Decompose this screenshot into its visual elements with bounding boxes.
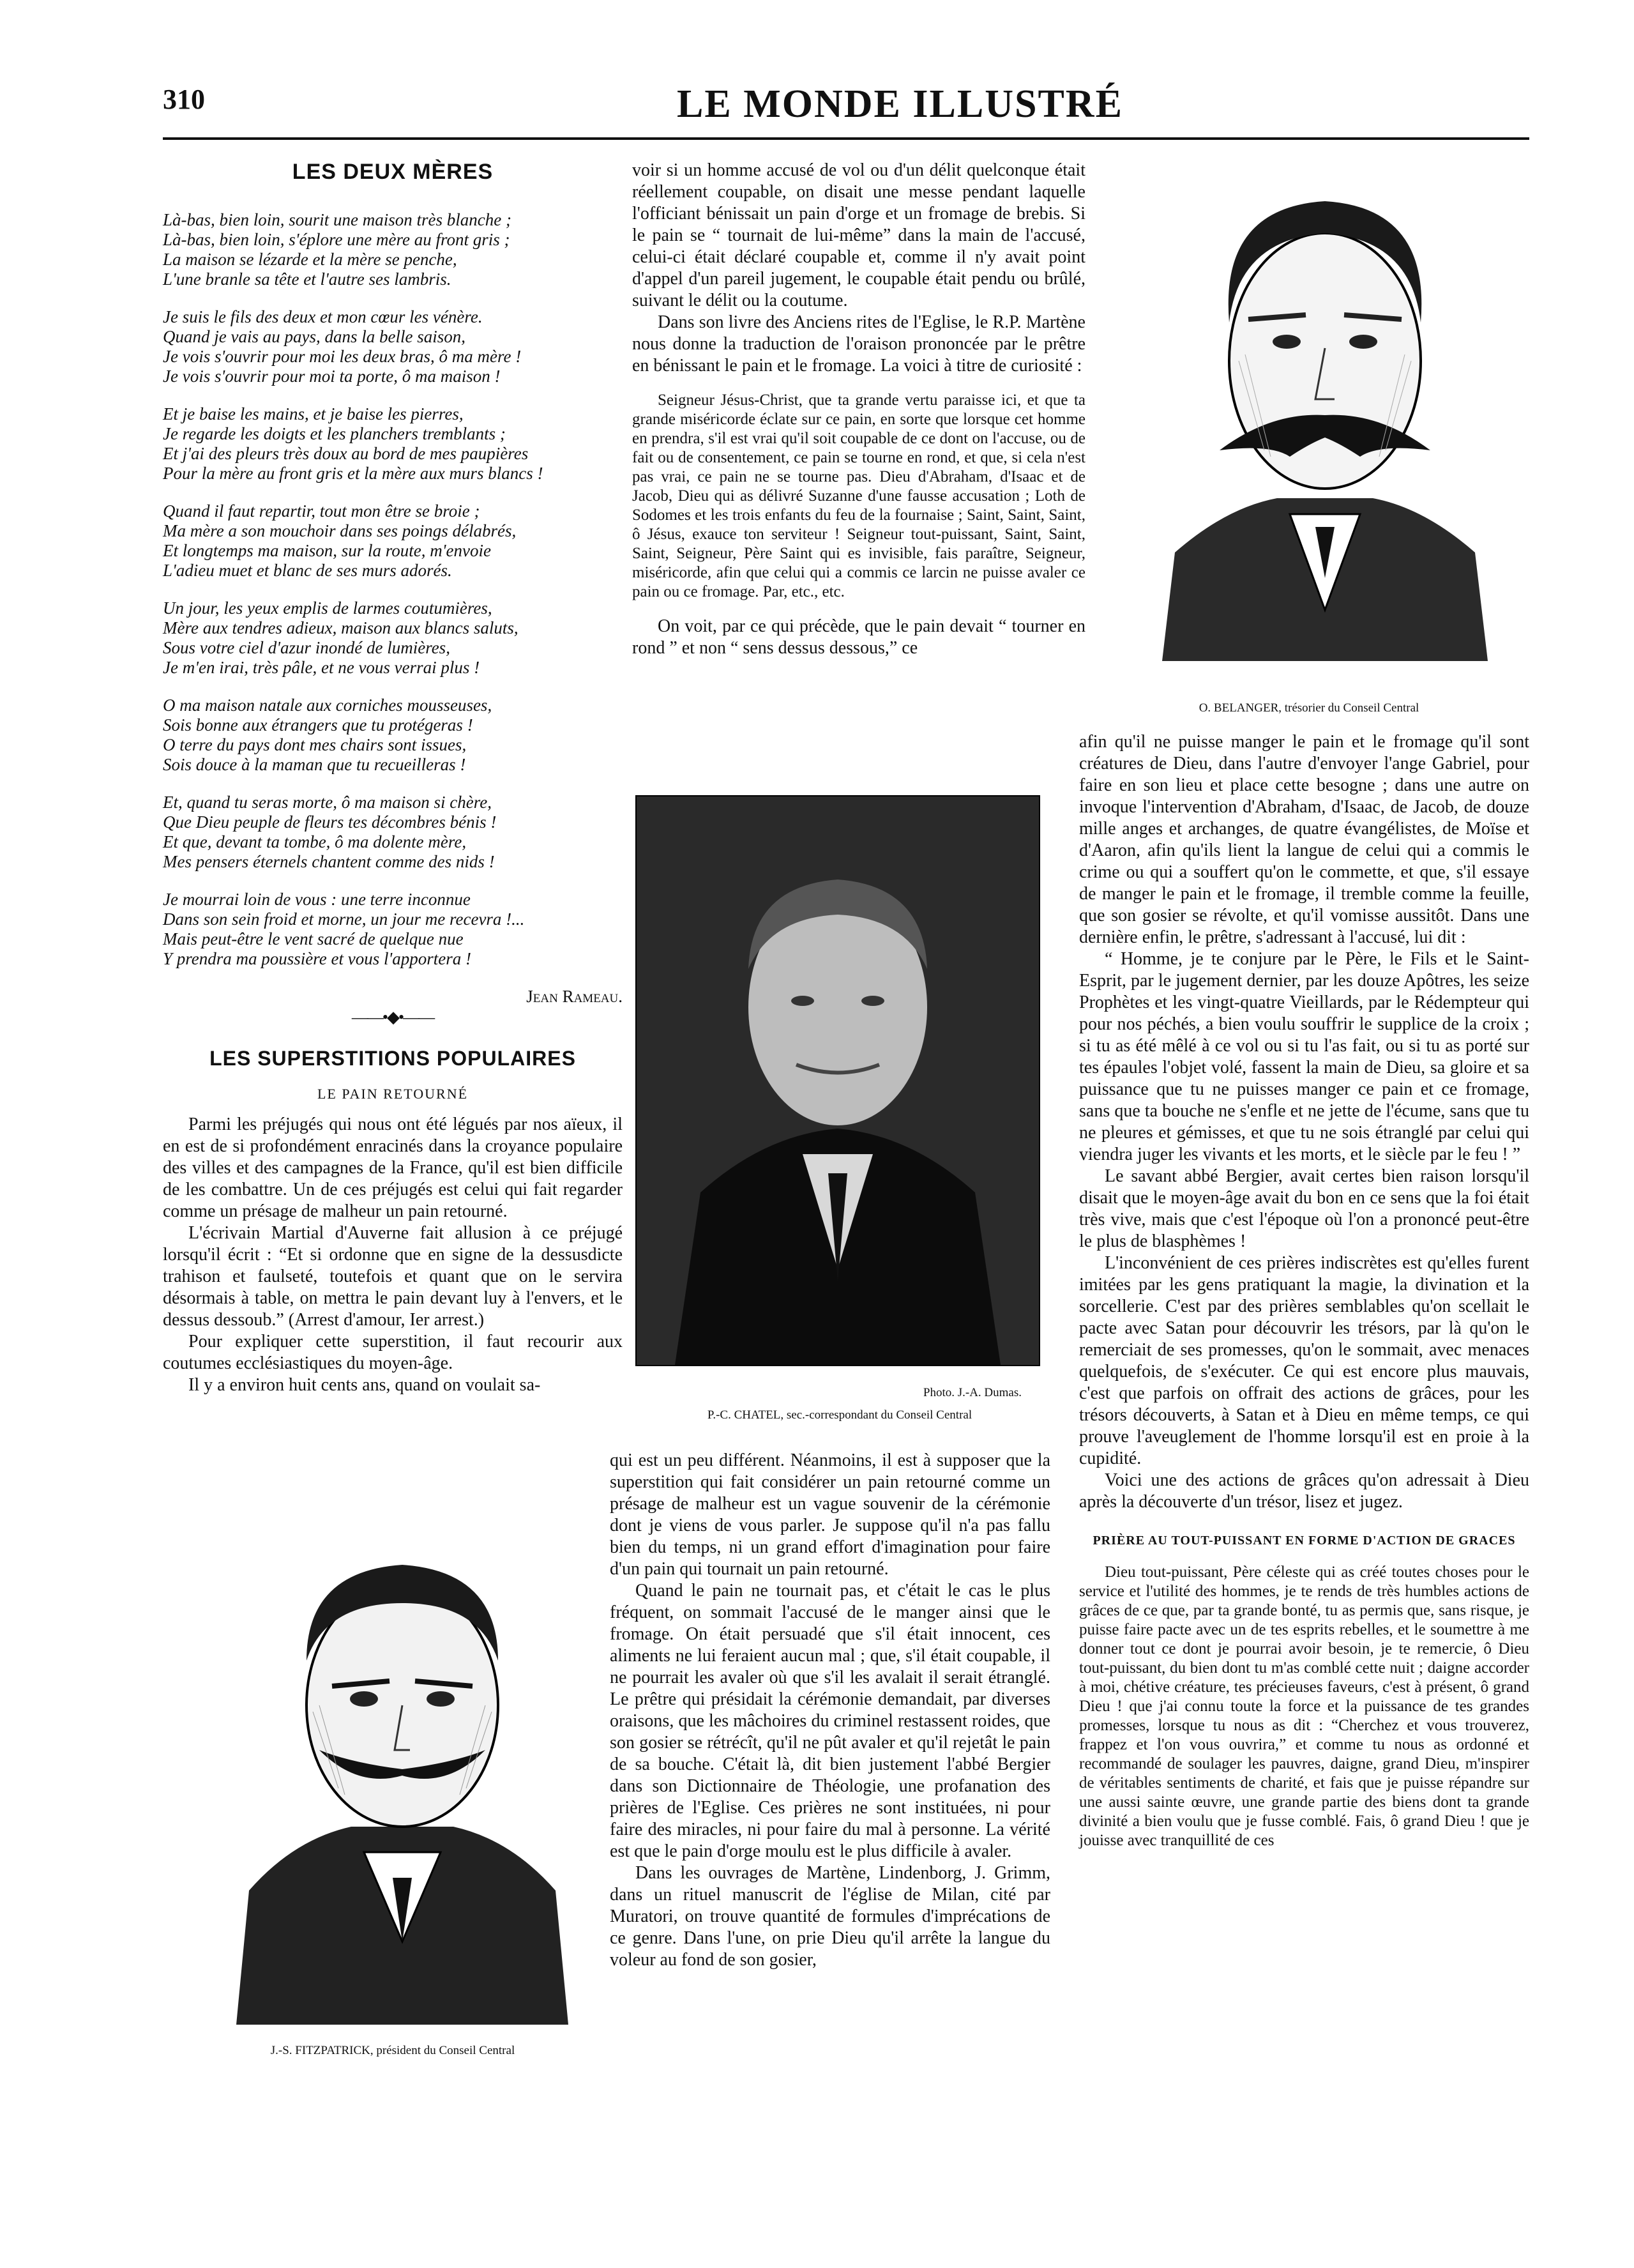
poem-line: O ma maison natale aux corniches mousseuses, — [163, 696, 492, 715]
header-rule — [163, 137, 1529, 140]
poem-body — [163, 210, 623, 969]
prayer-text: Dieu tout-puissant, Père céleste qui as créé toutes choses pour le service et l'utilité des hommes, je te rends de très humbles actions de grâces de ce que, par ta grande bonté, tu as permis que, sans risque, je puisse faire pacte avec un de tes esprits rebelles, et le soumettre à me donner tout ce dont je pourrai avoir besoin, je te remercie, ô Dieu tout-puissant, du bien dont tu m'as comblé cette nuit ; daigne accorder à moi, chétive créature, tes précieuses faveurs, c'est à présent, ô grand Dieu ! que j'ai connu toute la force et la puissance de tes grandes promesses, lorsque tu nous as dit : “Cherchez et vous trouverez, frappez et l'on vous ouvrira,” et comme tu nous as ordonné et recommandé de soulager les pauvres, daigne, grand Dieu, m'inspirer de véritables sentiments de charité, et fais que je puisse répandre sur une aussi sainte œuvre, une grande partie des biens dont ta grande divinité a bien voulu que je fusse comblé. Fais, ô grand Dieu ! que je jouisse avec tranquillité de ces — [1079, 1564, 1529, 1849]
chatel-portrait — [637, 796, 1039, 1365]
poem — [163, 160, 623, 1007]
oraison: Seigneur Jésus-Christ, que ta grande vertu paraisse ici, et que ta grande miséricorde éclate sur ce pain, en sorte que lorsque cet homme en prendra, s'il est vrai qu'il soit coupable de ce dont on l'accuse, ou de fait ou de consentement, ce pain se tourne en rond, et que, si cela n'est pas vrai, ce pain ne se tourne pas. Dieu d'Abraham, d'Isaac et de Jacob, Dieu qui as délivré Suzanne d'une fausse accusation ; Loth de Sodomes et les trois enfants du feu de la fournaise ; Saint, Saint, Saint, ô Jésus, exauce ton serviteur ! Seigneur tout-puissant, Saint, Saint, Saint, Seigneur, Père Saint qui es invisible, fais paraître, Seigneur, miséricorde, afin que celui qui a commis ce larcin ne puisse avaler ce pain ou ce fromage. Par, etc., etc. — [632, 392, 1086, 600]
poem-stanza — [163, 307, 623, 386]
page-number: 310 — [163, 84, 205, 115]
poem-line: Je mourrai loin de vous : une terre inconnue — [163, 890, 471, 909]
article-title: LES SUPERSTITIONS POPULAIRES — [209, 1047, 576, 1070]
poem-line: Là-bas, bien loin, s'éplore une mère au front gris ; — [163, 230, 510, 249]
poem-line: Et, quand tu seras morte, ô ma maison si chère, — [163, 793, 492, 812]
col1-paragraphs — [163, 1114, 623, 1396]
poem-line: Que Dieu peuple de fleurs tes décombres bénis ! — [163, 812, 497, 832]
paragraph: L'écrivain Martial d'Auverne fait allusion à ce préjugé lorsqu'il écrit : “Et si ordonne que en signe de la dessusdicte trahison et faulseté, toutefois et quant que on le servira désormais à table, on mettra le pain devant luy à l'envers, et le dessus dessoub.” (Arrest d'amour, Ier arrest.) — [163, 1223, 623, 1330]
poem-line: Je vois s'ouvrir pour moi les deux bras, ô ma mère ! — [163, 347, 522, 366]
col2-bottom-paragraphs — [610, 1450, 1050, 1971]
paragraph: Le savant abbé Bergier, avait certes bien raison lorsqu'il disait que le moyen-âge avait du bon en ce sens que la foi était très vive, mais que c'est l'époque où l'on a prononcé peut-être le plus de blasphèmes ! — [1079, 1166, 1529, 1251]
poem-line: Pour la mère au front gris et la mère aux murs blancs ! — [163, 464, 543, 483]
poem-line: Je suis le fils des deux et mon cœur les vénère. — [163, 307, 483, 326]
poem-stanza — [163, 210, 623, 289]
chatel-caption: P.-C. CHATEL, sec.-correspondant du Conseil Central — [707, 1408, 972, 1422]
poem-line: Quand je vais au pays, dans la belle saison, — [163, 327, 465, 346]
poem-line: O terre du pays dont mes chairs sont issues, — [163, 735, 467, 754]
poem-line: Je vois s'ouvrir pour moi ta porte, ô ma maison ! — [163, 367, 501, 386]
poem-line: Et je baise les mains, et je baise les pierres, — [163, 404, 464, 423]
article-col1 — [163, 1047, 623, 1396]
paragraph: Parmi les préjugés qui nous ont été légués par nos aïeux, il en est de si profondément enracinés dans la croyance populaire des villes et des campagnes de la France, qu'il est bien difficile de les combattre. Un de ces préjugés est celui qui fait regarder comme un présage de malheur un pain retourné. — [163, 1115, 623, 1221]
poem-stanza — [163, 696, 623, 775]
article-col2-top — [632, 160, 1086, 659]
paragraph: Pour expliquer cette superstition, il faut recourir aux coutumes ecclésiastiques du moyen-âge. — [163, 1332, 623, 1373]
ornament: ——•◆•—— — [351, 1008, 434, 1026]
poem-line: L'une branle sa tête et l'autre ses lambris. — [163, 270, 451, 289]
paragraph: Quand le pain ne tournait pas, et c'était le cas le plus fréquent, on sommait l'accusé de le manger ainsi que le fromage. On était persuadé que s'il était innocent, ces aliments ne lui feraient aucun mal ; que, s'il était coupable, il ne pourrait les avaler où que s'il les avalait il serait étranglé. Le prêtre qui présidait la cérémonie demandait, par diverses oraisons, que les mâchoires du criminel restassent roides, que son gosier se rétrécît, qu'il ne pût avaler et qu'il rejetât le pain de sa bouche. C'était là, dit bien justement l'abbé Bergier dans son Dictionnaire de Théologie, une profanation des prières de l'Eglise. Ces prières ne sont instituées, ni pour faire des miracles, ni pour faire du mal à personne. La vérité est que le pain d'orge moulu est le plus difficile à avaler. — [610, 1581, 1050, 1861]
belanger-portrait — [1143, 169, 1507, 661]
poem-line: Ma mère a son mouchoir dans ses poings délabrés, — [163, 521, 517, 540]
poem-line: Là-bas, bien loin, sourit une maison très blanche ; — [163, 210, 511, 229]
chatel-credit: Photo. J.-A. Dumas. — [923, 1386, 1022, 1399]
article-subtitle: LE PAIN RETOURNÉ — [317, 1086, 469, 1102]
fitzpatrick-portrait — [211, 1495, 594, 2025]
prayer-title: PRIÈRE AU TOUT-PUISSANT EN FORME D'ACTION DE GRACES — [1093, 1534, 1516, 1548]
paragraph: afin qu'il ne puisse manger le pain et le fromage qu'il sont créatures de Dieu, dans l'autre d'envoyer l'ange Gabriel, pour faire en son lieu et place cette besogne ; dans une autre on invoque l'intervention d'Abraham, d'Isaac, de Jacob, de douze mille anges et archanges, de quatre évangélistes, de Moïse et d'Aaron, afin qu'ils lient la langue de celui qui a commis le crime ou qui a souffert qu'on le commette, et que, s'il essaye de manger le pain et le fromage, il tremble comme la feuille, que son gosier se révolte, et qu'il vomisse aussitôt. Dans une dernière enfin, le prêtre, s'adressant à l'accusé, lui dit : — [1079, 732, 1529, 947]
poem-line: Je regarde les doigts et les planchers tremblants ; — [163, 424, 506, 443]
poem-line: L'adieu muet et blanc de ses murs adorés. — [163, 561, 452, 580]
fitzpatrick-caption: J.-S. FITZPATRICK, président du Conseil Central — [270, 2044, 515, 2057]
paragraph: Dans son livre des Anciens rites de l'Eglise, le R.P. Martène nous donne la traduction de l'oraison prononcée par le prêtre en bénissant le pain et le fromage. La voici à titre de curiosité : — [632, 312, 1086, 376]
poem-stanza — [163, 598, 623, 678]
poem-line: Dans son sein froid et morne, un jour me recevra !... — [163, 909, 525, 929]
poem-title: LES DEUX MÈRES — [292, 160, 494, 184]
poem-signature: Jean Rameau. — [526, 987, 623, 1006]
poem-stanza — [163, 404, 623, 483]
col2-top-paragraphs — [632, 160, 1086, 377]
paragraph: qui est un peu différent. Néanmoins, il est à supposer que la superstition qui fait considérer un pain retourné comme un présage de malheur est un vague souvenir de la cérémonie dont je viens de vous parler. Je suppose qu'il n'a pas fallu bien du temps, ni un grand effort d'imagination pour faire d'un pain qui tournait un pain retourné. — [610, 1450, 1050, 1579]
poem-line: Je m'en irai, très pâle, et ne vous verrai plus ! — [163, 658, 480, 677]
poem-line: Mes pensers éternels chantent comme des nids ! — [163, 852, 495, 871]
col3-paragraphs — [1079, 731, 1529, 1513]
poem-stanza — [163, 501, 623, 581]
poem-line: Et j'ai des pleurs très doux au bord de mes paupières — [163, 444, 529, 463]
paragraph: voir si un homme accusé de vol ou d'un délit quelconque était réellement coupable, on disait une messe pendant laquelle l'officiant bénissait un pain d'orge et un fromage de brebis. Si le pain se “ tournait de lui-même” dans la main de l'accusé, celui-ci était déclaré coupable et, comme il n'y avait point d'appel d'un pareil jugement, le coupable était pendu ou brûlé, suivant le délit ou la coutume. — [632, 160, 1086, 310]
poem-line: Et longtemps ma maison, sur la route, m'envoie — [163, 541, 491, 560]
poem-line: Mère aux tendres adieux, maison aux blancs saluts, — [163, 618, 518, 637]
paragraph: “ Homme, je te conjure par le Père, le Fils et le Saint-Esprit, par le jugement dernier, par les douze Apôtres, les seize Prophètes et les vingt-quatre Vieillards, par le Rédempteur qui pour nos péchés, a bien voulu souffrir le supplice de la croix ; si tu as été mêlé à ce vol ou si tu l'as fait, ou si tu as porté sur tes épaules l'objet volé, fassent la main de Dieu, sa gloire et sa puissance que tu ne puisses manger ce pain et ce fromage, sans que ta bouche ne s'enfle et ne jette de l'écume, sans que tu ne pleures et gémisses, et que tu ne sois étranglé par celui qui viendra juger les vivants et les morts, et le siècle par le feu ! ” — [1079, 949, 1529, 1164]
paragraph: Voici une des actions de grâces qu'on adressait à Dieu après la découverte d'un trésor, lisez et jugez. — [1079, 1470, 1529, 1512]
poem-line: La maison se lézarde et la mère se penche, — [163, 250, 457, 269]
belanger-caption: O. BELANGER, trésorier du Conseil Central — [1199, 701, 1419, 715]
chatel-photo — [635, 795, 1040, 1366]
poem-stanza — [163, 793, 623, 872]
masthead: LE MONDE ILLUSTRÉ — [677, 82, 1123, 126]
col2-after: On voit, par ce qui précède, que le pain devait “ tourner en rond ” et non “ sens dessus dessous,” ce — [632, 616, 1086, 658]
article-col3 — [1079, 731, 1529, 1850]
poem-line: Sois douce à la maman que tu recueilleras ! — [163, 755, 466, 774]
poem-stanza — [163, 890, 623, 969]
poem-line: Sous votre ciel d'azur inondé de lumières, — [163, 638, 450, 657]
paragraph: Il y a environ huit cents ans, quand on voulait sa- — [188, 1375, 541, 1395]
poem-line: Et que, devant ta tombe, ô ma dolente mère, — [163, 832, 467, 851]
article-col2-bottom — [610, 1450, 1050, 1971]
poem-line: Mais peut-être le vent sacré de quelque nue — [163, 929, 464, 948]
paragraph: Dans les ouvrages de Martène, Lindenborg, J. Grimm, dans un rituel manuscrit de l'église de Milan, cité par Muratori, on trouve quantité de formules d'imprécations de ce genre. Dans l'une, on prie Dieu qu'il arrête la langue du voleur au fond de son gosier, — [610, 1863, 1050, 1970]
poem-line: Sois bonne aux étrangers que tu protégeras ! — [163, 715, 473, 734]
poem-line: Quand il faut repartir, tout mon être se broie ; — [163, 501, 480, 521]
paragraph: L'inconvénient de ces prières indiscrètes est qu'elles furent imitées par les gens pratiquant la magie, la divination et la sorcellerie. C'est par des prières semblables qu'on scellait le pacte avec Satan pour découvrir les trésors, par là qu'on le remerciait de ses promesses, qu'on le sommait, avec menaces quelquefois, de s'exécuter. Ce qui est encore plus mauvais, c'est que parfois on offrait des actions de grâces, pour les trésors découverts, à Satan et à Dieu en même temps, ce qui prouve l'aveuglement de l'homme lorsqu'il est en proie à la cupidité. — [1079, 1253, 1529, 1468]
poem-line: Un jour, les yeux emplis de larmes coutumières, — [163, 598, 492, 618]
poem-line: Y prendra ma poussière et vous l'apportera ! — [163, 949, 471, 968]
